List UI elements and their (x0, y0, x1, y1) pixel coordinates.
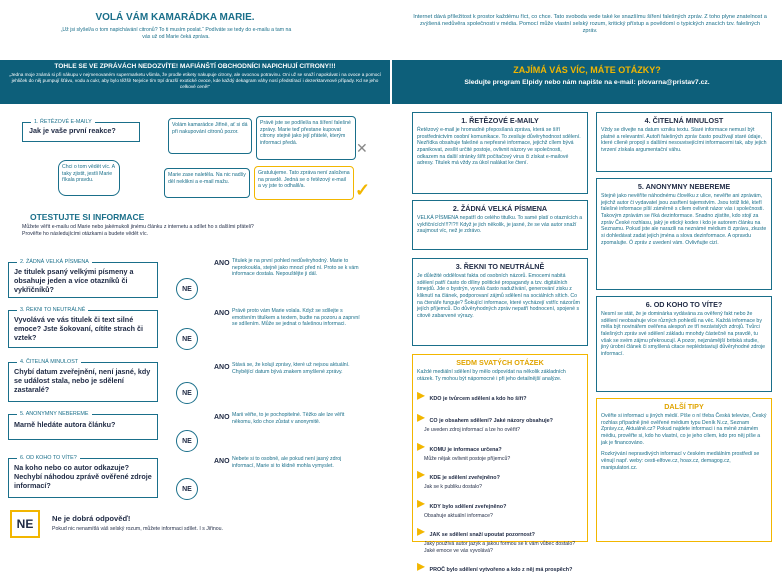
no-circle: NE (176, 382, 198, 404)
seven-answer: Jak se k publiku dostalo? (424, 484, 482, 491)
arrow-icon: ▸ (417, 466, 430, 484)
right-band (392, 60, 782, 104)
seven-question: KOMU je informace určena? (429, 446, 502, 453)
seven-item (417, 493, 583, 520)
arrow-icon: ▸ (417, 437, 430, 455)
seven-item (417, 407, 583, 434)
tips-text-2: Rozkrývání nepravdivých informací v českém mediálním prostředí se věnují např. weby: cesti-elfove.cz, hoax.cz, demagog.cz, manipulatori.cz. (601, 451, 760, 471)
step1-label: 1. ŘETĚZOVÉ E-MAILY (31, 119, 95, 125)
panel-title: 3. ŘEKNI TO NEUTRÁLNĚ (455, 262, 545, 271)
seven-item (417, 385, 583, 405)
row-question-box (8, 359, 158, 402)
bubble-d: Marie zase naletěla. Na nic nadšy děl neklikni a e-mail mažu. (164, 168, 250, 198)
row-answer: Marii věřte, to je pochopitelné. Těžko ale lze věřit někomu, kdo chce zůstat v anonymitě. (232, 412, 345, 425)
left-band (0, 60, 390, 104)
row-2 (0, 256, 390, 308)
panel-1 (412, 112, 588, 194)
arrow-icon: ▸ (417, 387, 430, 405)
step1-question: Jak je vaše první reakce? (29, 126, 116, 135)
no-circle: NE (176, 430, 198, 452)
row-6 (0, 452, 390, 502)
seven-question: KDY bylo sdělení zveřejněno? (429, 503, 507, 510)
seven-answer: Jaký používá autor jazyk a jakou formou se k vám vůbec dostalo? Jaké emoce ve vás vyvolává? (424, 541, 576, 554)
yes-label: ANO (214, 414, 230, 421)
row-label: 4. ČITELNÁ MINULOST (17, 359, 81, 365)
bubble-e: Gratulujeme. Tato zpráva není založena na pravdě. Jedná se o řetězový e-mail a vy jste to odhalil/a. (254, 166, 354, 200)
panel-title: 6. OD KOHO TO VÍTE? (645, 300, 723, 309)
yes-label: ANO (214, 458, 230, 465)
row-question: Na koho nebo co autor odkazuje? Nechybí náhodou zprávě ověřené zdroje informací? (14, 463, 152, 490)
seven-answer: Může nějak ovlivnit postoje příjemců? (424, 455, 511, 462)
row-answer: Nebete si to osobně, ale pokud není jasný zdroj informací, Marie si to klidně mohla vymyslet. (232, 456, 342, 469)
bubble-b: Právě jste se podílel/a na šíření falešné zprávy. Marie teď přestane kupovat citrony stejně jako její přátelé, kterým informaci předá. (256, 116, 356, 160)
panel-title: 2. ŽÁDNÁ VELKÁ PÍSMENA (452, 204, 548, 213)
row-label: 3. ŘEKNI TO NEUTRÁLNĚ (17, 307, 88, 313)
panel-text: Stejně jako nevěříte náhodnému člověku z ulice, nevěřte ani zprávám, jejichž autor či vydavatel jsou zasřtení tajemstvím. Jsou totiž lidé, kteří falešné informace píší záměrně s cílem ovlivnit názor vás i společnosti. Takovým zprávám se říká dezinformace. Snadno zjistíte, kdo stojí za zpráv České rozhlasu, jaký je etický kodex i kdo je autorem článku na Seznamu. Pokud jste ale narazili na neznámé médium či zprávu, zkuste si dohledávat zadat jejich jména a slova dezinformace. A opravdu zpomalujte. Ó zpráv z uvedení vám. Ovlivňujte cizí. (601, 193, 767, 246)
row-label: 2. ŽÁDNÁ VELKÁ PÍSMENA (17, 259, 92, 265)
seven-question: PROČ bylo sdělení vytvořeno a kdo z něj má prospěch? (429, 567, 573, 574)
right-band-title: ZAJÍMÁ VÁS VÍC, MÁTE OTÁZKY? (513, 65, 661, 75)
arrow-icon: ▸ (417, 558, 430, 576)
row-question: Je titulek psaný velkými písmeny a obsahuje jeden a více otazníků či vykřičníků? (14, 267, 134, 294)
seven-item (417, 436, 583, 463)
row-label: 6. OD KOHO TO VÍTE? (17, 455, 80, 461)
seven-question: KDE je sdělení zveřejněno? (429, 475, 500, 482)
panel-text: Nesmí se stát, že je dominárka vydávána za ověřený fakt nebo že sdělení neobsahuje více různých pohledů na věc. Každá informace by měla být novinářem ověřena alespoň ze tří nezávislých zdrojů. Tvůrci falešných zpráv své sdělení základu mnohdy částečně na pravdě, tu však se svém zájmu překroucují. A pozor, nejznámější britská studie, jiný úrobní článek či smyšlená citace neplédstaviují důvěryhodné zdroje informací. (601, 311, 766, 357)
tips-panel (596, 398, 772, 542)
panel-text: Vždy se dívejte na datum vzniku textu. Staré informace nemusí být platné a relevantní. Autoři falešných zpráv často používají staré údaje, které cíleně propojí s dalšími nesouvisejícími informacemi tak, aby jejich tvrzení získala argumentační váhu. (601, 127, 767, 153)
final-ne-badge: NE (10, 510, 40, 538)
row-answer: Právě proto vám Marie volala. Když se sdílejte s emotivním titulkem a textem, budte na pozoru a zaprvní se sdílením. Může se jednat o falešnou informaci. (232, 308, 360, 327)
row-5 (0, 408, 390, 454)
panel-title: 5. ANONYMNY NEBEREME (637, 182, 731, 191)
row-question-box (8, 307, 158, 348)
tips-title: DALŠÍ TIPY (664, 402, 704, 411)
right-band-text: Sledujte program Elpidy nebo nám napište na e-mail: plovarna@pristav7.cz. (464, 79, 710, 86)
panel-title: 1. ŘETĚZOVÉ E-MAILY (461, 116, 539, 125)
row-4 (0, 358, 390, 410)
row-answer: Stává se, že kolují zprávy, které už nejsou aktuální. Chybějící datum bývá znakem smyšlené zprávy. (232, 362, 350, 375)
arrow-icon: ▸ (417, 409, 430, 427)
no-circle: NE (176, 478, 198, 500)
row-question-box (8, 455, 158, 498)
cross-icon: ✕ (356, 140, 368, 156)
no-circle: NE (176, 328, 198, 350)
row-question: Vyvolává ve vás titulek či text silné emoce? Jste šokovaní, cítíte strach či vztek? (14, 315, 144, 342)
bubble-c: Chci o tom vědět víc. A taky zjistit, jestli Marie říkala pravdu. (58, 160, 120, 196)
seven-question: JAK se sdělení snaží upoutat pozornost? (429, 532, 535, 539)
seven-answer: Obsahuje aktuální informace? (424, 512, 493, 519)
bubble-a: Volám kamarádce Jiřině, ať si dá při nakupování citronů pozor. (168, 118, 252, 154)
row-3 (0, 306, 390, 358)
right-intro: Internet dává příležitost k prostor každému říct, co chce. Tato svoboda vede také ke snazšímu šíření falešných zpráv. Z toho plyne znatelnost a zvýšená nedůvěra společnosti v média. Pomocí může vlastní selský rozum, kritický přístup a povědomí o typických znacích tzv. falešných zpráv. (413, 14, 767, 34)
seven-item (417, 521, 583, 554)
final-text: Pokud nic nenamítlá váš selský rozum, můžete informaci sdílet. I s Jiřinou. (52, 526, 223, 532)
left-title: VOLÁ VÁM KAMARÁDKA MARIE. (95, 12, 255, 23)
seven-title: SEDM SVATÝCH OTÁZEK (456, 358, 544, 367)
arrow-icon: ▸ (417, 494, 430, 512)
seven-question: CO je obsahem sdělení? Jaké názory obsahuje? (429, 418, 553, 425)
seven-answer: Je uveden zdroj informací a lze ho ověřit? (424, 427, 521, 434)
yes-label: ANO (214, 260, 230, 267)
row-label: 5. ANONYMNY NEBEREME (17, 411, 92, 417)
yes-label: ANO (214, 310, 230, 317)
seven-question: KDO je tvůrcem sdělení a kdo ho šíří? (429, 396, 527, 403)
panel-text: Je důležité oddělovat fakta od osobních názorů. Emocemi nabitá sdělení patří často do díliny politické propagandy a tzv. digitálních šmejdů. Jde o bystrýn, vyvolá často nadužívání, generování zisku z kliknutí na článek, podporovaní zájmů sdělení na sociálních sítích. Co na čtenáře funguje? Šokující informace, které vycházejí vstříc názorům jejích příjemců. Do důvěryhodných zpráv nepatří hodnocení, spojené s citově zabarvené výrazy. (417, 273, 580, 319)
panel-text: VELKÁ PÍSMENA nepatří do celého titulku. To samé platí o otaznících a vykřičnících!!!?!?!! Když je jich několik, je jasné, že se vás autor snaží zaujmout víc, než je zdrávo. (417, 215, 583, 235)
left-intro: „Už jsi slyšel/a o tom napichávání citronů? To ti musím poslat.“ Podíváte se tedy do e-mailu a tam na vás už od Marie čeká zpráva. (60, 27, 292, 40)
panel-6 (596, 296, 772, 392)
row-question-box (8, 259, 158, 298)
seven-intro: Každé mediální sdělení by mělo odpovídat na několik základních otázek. Ty mohou být nápomocné i při jeho detailnější analýze. (417, 369, 566, 382)
panel-2 (412, 200, 588, 250)
row-question-box (8, 411, 158, 440)
seven-panel (412, 354, 588, 576)
panel-3 (412, 258, 588, 346)
tips-text-1: Ověřte si informaci u jiných médií. Píše o ní třeba Česká televize, Český rozhlas případně jiné ověřené médium typu Deník N.cz, Seznam Zprávy.cz, Aktuálně.cz? Pokud najdete informaci i na méně známém médiu, prověřte si, kdo ho vlastní, co je jeho cílem, kdo pro něj píše a jak je financováno. (601, 413, 767, 446)
check-title: OTESTUJTE SI INFORMACE (30, 212, 145, 222)
panel-text: Řetězový e-mail je hromadně přeposílaná zpráva, která se šíří prostřednictvím osobní komunikace. To zesiluje důvěryhodnost sdělení. Nezřídka obsahuje falešné a nepřesné informace, jejichž cílem bývá zpanikovat, zesílit určité postoje, ovlivnit názory ve společnosti, odkazem na další stránky šířit počítačový virus či získat e-mailové adresy. Titulek má vždy za úkol nalákat ke čtení. (417, 127, 581, 167)
arrow-icon: ▸ (417, 523, 430, 541)
final-title: Ne je dobrá odpověď! (52, 514, 131, 523)
left-band-title: TOHLE SE VE ZPRÁVÁCH NEDOZVÍTE! MAFIÁNŠTÍ OBCHODNÍCI NAPICHUJÍ CITRONY!!! (54, 63, 336, 70)
seven-item (417, 556, 583, 576)
row-question: Chybí datum zveřejnění, není jasné, kdy se událost stala, nebo je sdělení zastaralé? (14, 367, 151, 394)
row-question: Marně hledáte autora článku? (14, 420, 116, 429)
step1-box (22, 119, 140, 142)
panel-5 (596, 178, 772, 290)
panel-4 (596, 112, 772, 172)
row-answer: Titulek je na první pohled nedůvěryhodný. Marie to neprokoukla, stejně jako mnozí před ní. Proto se k vám informace dostala. Nepouštějte ji dál. (232, 258, 359, 277)
yes-label: ANO (214, 364, 230, 371)
seven-list (413, 382, 587, 576)
check-icon: ✓ (355, 180, 371, 200)
panel-title: 4. ČITELNÁ MINULOST (644, 116, 724, 125)
check-text: Můžete věřit e-mailu od Marie nebo jakémukoli jinému článku z internetu a sdílet ho s dalšími přáteli? Prověřte ho následujícími otázkami a budete vědět víc. (22, 224, 254, 237)
left-band-text: „Jedna moje známá si při nákupu v nejmenovaném supermarketu všimla, že prodle etikety nakupuje citrony, ale ovocnou potravinu. Oni už se snaží napokávat i na ovoce a pomocí jehliček do něj pumpují šťávu, vodu a cukr, aby bylo těžší! Nejvíce tím trpí drazší exotické ovoce, kde každý dekagram váhy nosí předstírací i dezerktarvnové případy. Kd se jeho celkové ceně!“ (9, 72, 381, 89)
no-circle: NE (176, 278, 198, 300)
seven-item (417, 464, 583, 491)
